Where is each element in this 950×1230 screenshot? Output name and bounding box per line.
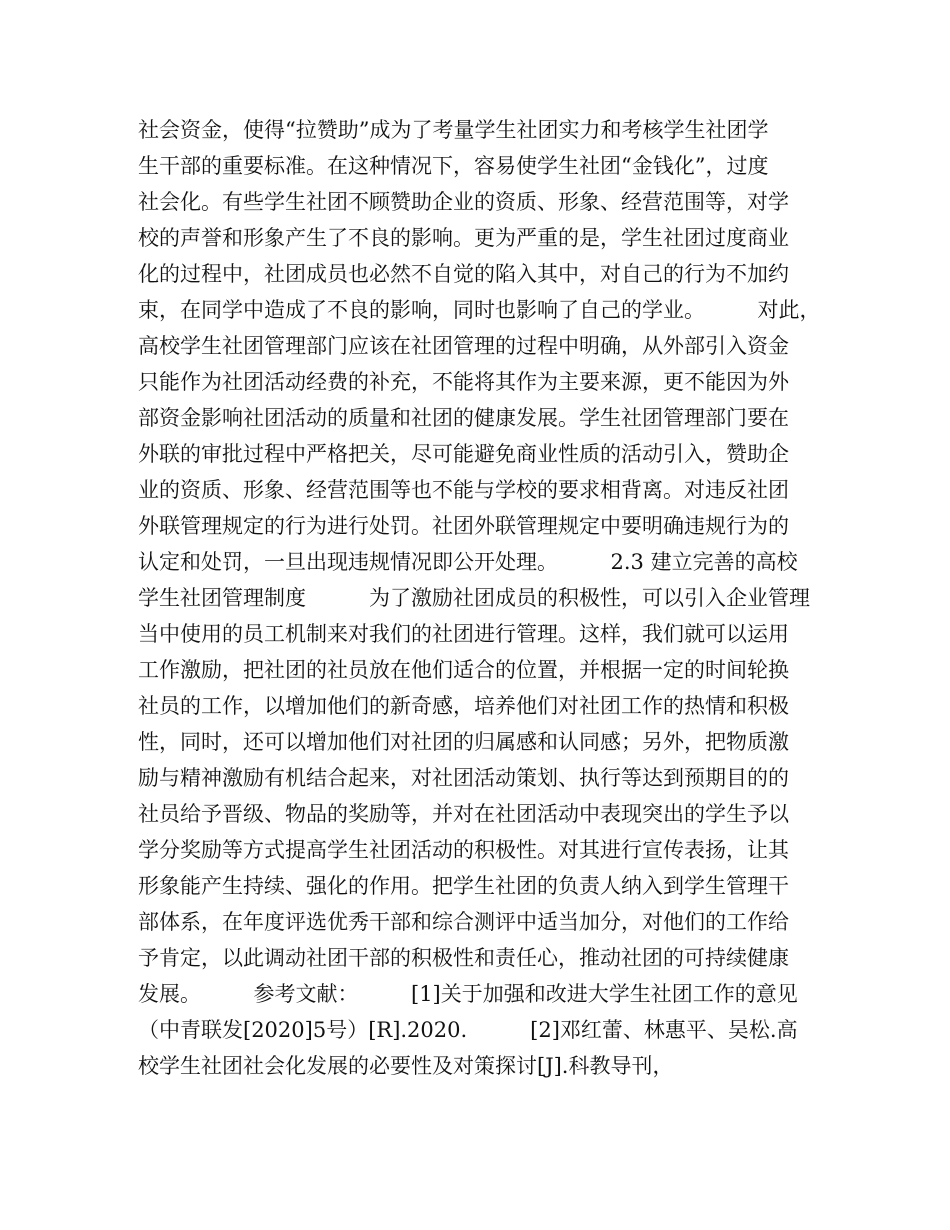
text-line: 学分奖励等方式提高学生社团活动的积极性。对其进行宣传表扬，让其	[138, 838, 789, 862]
text-line: 社员的工作，以增加他们的新奇感，培养他们对社团工作的热情和积极	[138, 694, 789, 718]
text-line: 高校学生社团管理部门应该在社团管理的过程中明确，从外部引入资金	[138, 334, 789, 358]
text-line: 社会资金，使得“拉赞助”成为了考量学生社团实力和考核学生社团学	[138, 118, 769, 142]
text-line: 励与精神激励有机结合起来，对社团活动策划、执行等达到预期目的的	[138, 766, 789, 790]
body-text	[138, 112, 838, 1084]
text-line: （中青联发[2020]5号）[R].2020. [2]邓红蕾、林惠平、吴松.高	[138, 1018, 798, 1042]
text-line: 社员给予晋级、物品的奖励等，并对在社团活动中表现突出的学生予以	[138, 802, 789, 826]
text-line: 只能作为社团活动经费的补充，不能将其作为主要来源，更不能因为外	[138, 370, 789, 394]
text-line: 发展。 参考文献： [1]关于加强和改进大学生社团工作的意见	[138, 982, 798, 1006]
text-line: 部体系，在年度评选优秀干部和综合测评中适当加分，对他们的工作给	[138, 910, 789, 934]
text-line: 外联的审批过程中严格把关，尽可能避免商业性质的活动引入，赞助企	[138, 442, 789, 466]
text-line: 生干部的重要标准。在这种情况下，容易使学生社团“金钱化”，过度	[138, 154, 769, 178]
text-line: 部资金影响社团活动的质量和社团的健康发展。学生社团管理部门要在	[138, 406, 789, 430]
text-line: 认定和处罚，一旦出现违规情况即公开处理。 2.3 建立完善的高校	[138, 550, 798, 574]
text-line: 束，在同学中造成了不良的影响，同时也影响了自己的学业。 对此，	[138, 298, 821, 322]
text-line: 外联管理规定的行为进行处罚。社团外联管理规定中要明确违规行为的	[138, 514, 789, 538]
text-line: 性，同时，还可以增加他们对社团的归属感和认同感；另外，把物质激	[138, 730, 789, 754]
text-line: 校学生社团社会化发展的必要性及对策探讨[J].科教导刊，	[138, 1054, 674, 1078]
text-line: 形象能产生持续、强化的作用。把学生社团的负责人纳入到学生管理干	[138, 874, 789, 898]
text-line: 业的资质、形象、经营范围等也不能与学校的要求相背离。对违反社团	[138, 478, 789, 502]
text-line: 工作激励，把社团的社员放在他们适合的位置，并根据一定的时间轮换	[138, 658, 789, 682]
text-line: 社会化。有些学生社团不顾赞助企业的资质、形象、经营范围等，对学	[138, 190, 789, 214]
text-line: 化的过程中，社团成员也必然不自觉的陷入其中，对自己的行为不加约	[138, 262, 789, 286]
text-line: 予肯定，以此调动社团干部的积极性和责任心，推动社团的可持续健康	[138, 946, 789, 970]
text-line: 校的声誉和形象产生了不良的影响。更为严重的是，学生社团过度商业	[138, 226, 789, 250]
text-line: 学生社团管理制度 为了激励社团成员的积极性，可以引入企业管理	[138, 586, 810, 610]
text-line: 当中使用的员工机制来对我们的社团进行管理。这样，我们就可以运用	[138, 622, 789, 646]
